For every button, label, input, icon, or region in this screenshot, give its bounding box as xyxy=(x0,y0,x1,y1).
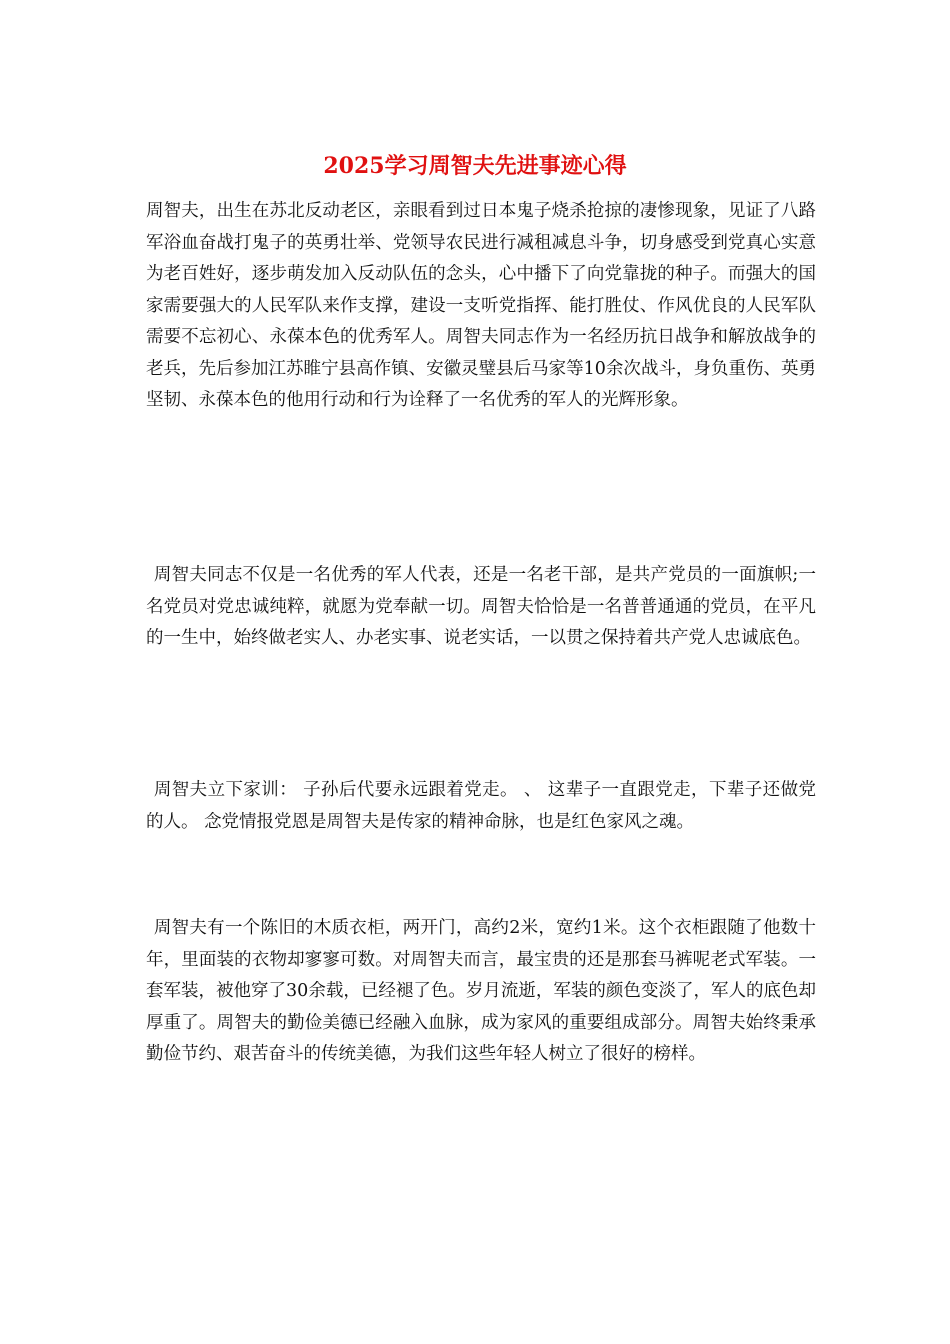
paragraph-1: 周智夫，出生在苏北反动老区，亲眼看到过日本鬼子烧杀抢掠的凄惨现象，见证了八路军浴血奋战打鬼子的英勇壮举、党领导农民进行减租减息斗争，切身感受到党真心实意为老百姓好，逐步萌发加入反动队伍的念头，心中播下了向党靠拢的种子。而强大的国家需要强大的人民军队来作支撑，建设一支听党指挥、能打胜仗、作风优良的人民军队需要不忘初心、永葆本色的优秀军人。周智夫同志作为一名经历抗日战争和解放战争的老兵，先后参加江苏睢宁县高作镇、安徽灵璧县后马家等10余次战斗，身负重伤、英勇坚韧、永葆本色的他用行动和行为诠释了一名优秀的军人的光辉形象。 xyxy=(146,201,816,410)
paragraph-4: 周智夫有一个陈旧的木质衣柜，两开门，高约2米，宽约1米。这个衣柜跟随了他数十年，里面装的衣物却寥寥可数。对周智夫而言，最宝贵的还是那套马裤呢老式军装。一套军装，被他穿了30余载，已经褪了色。岁月流逝，军装的颜色变淡了，军人的底色却厚重了。周智夫的勤俭美德已经融入血脉，成为家风的重要组成部分。周智夫始终秉承勤俭节约、艰苦奋斗的传统美德，为我们这些年轻人树立了很好的榜样。 xyxy=(146,918,816,1064)
document-title: 2025学习周智夫先进事迹心得 xyxy=(323,153,627,179)
paragraph-3: 周智夫立下家训： 子孙后代要永远跟着党走。 、 这辈子一直跟党走，下辈子还做党的人。 念党情报党恩是周智夫是传家的精神命脉，也是红色家风之魂。 xyxy=(146,780,816,832)
paragraph-2: 周智夫同志不仅是一名优秀的军人代表，还是一名老干部，是共产党员的一面旗帜;一名党员对党忠诚纯粹，就愿为党奉献一切。周智夫恰恰是一名普普通通的党员，在平凡的一生中，始终做老实人、办老实事、说老实话，一以贯之保持着共产党人忠诚底色。 xyxy=(146,565,816,648)
